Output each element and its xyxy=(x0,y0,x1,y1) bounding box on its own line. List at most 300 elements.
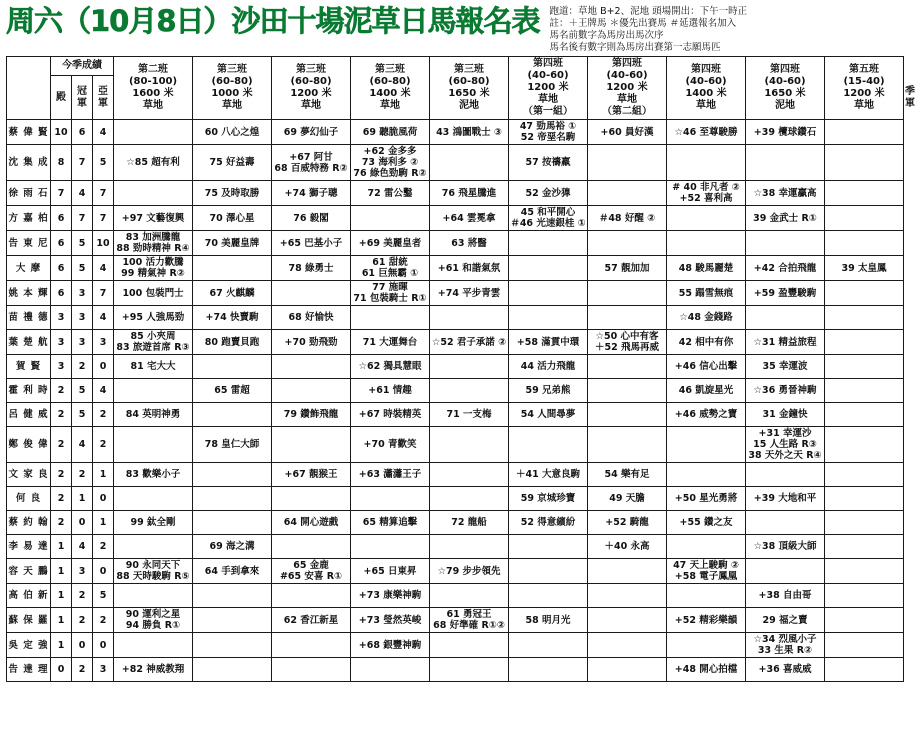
season-stat-1: 2 xyxy=(51,379,72,403)
season-stat-3: 3 xyxy=(93,330,114,355)
season-stat-1: 6 xyxy=(51,206,72,231)
entry-cell[interactable]: +52 精彩樂韻 xyxy=(667,608,746,633)
season-stat-3: 4 xyxy=(93,256,114,281)
entry-cell[interactable]: 47 天上駿駒 ② +58 電子鳳凰 xyxy=(667,559,746,584)
entry-cell[interactable]: +73 瑩然英峻 xyxy=(351,608,430,633)
page-header xyxy=(0,0,907,56)
entry-cell[interactable] xyxy=(588,281,667,306)
entry-cell[interactable] xyxy=(825,355,904,379)
entry-cell[interactable]: +70 勁飛勁 xyxy=(272,330,351,355)
entry-cell[interactable]: 69 夢幻仙子 xyxy=(272,120,351,145)
table-header-row-2: 殿 冠軍 亞軍 季軍 xyxy=(7,76,904,120)
season-stat-2: 4 xyxy=(72,535,93,559)
entry-cell[interactable]: 49 天膽 xyxy=(588,487,667,511)
note-line: 跑道：草地 B+2、泥地 頭場開出：下午一時正 xyxy=(549,6,748,17)
entry-cell[interactable]: +65 日東昇 xyxy=(351,559,430,584)
entry-cell[interactable] xyxy=(588,608,667,633)
entry-cell[interactable] xyxy=(430,535,509,559)
entry-cell[interactable]: 55 蹋雪無痕 xyxy=(667,281,746,306)
entry-cell[interactable]: 61 勇冠王 68 好準確 R①② xyxy=(430,608,509,633)
entry-cell[interactable]: +60 員好漢 xyxy=(588,120,667,145)
entry-cell[interactable] xyxy=(430,306,509,330)
season-stat-1: 6 xyxy=(51,231,72,256)
entry-cell[interactable]: 43 鴻圖戰士 ③ xyxy=(430,120,509,145)
entry-cell[interactable] xyxy=(430,355,509,379)
entry-cell[interactable]: 72 龍船 xyxy=(430,511,509,535)
entry-cell[interactable] xyxy=(825,608,904,633)
entry-cell[interactable] xyxy=(825,633,904,658)
entry-cell[interactable] xyxy=(114,379,193,403)
season-stat-1: 1 xyxy=(51,633,72,658)
entry-cell[interactable] xyxy=(430,379,509,403)
season-stat-3: 7 xyxy=(93,281,114,306)
entry-cell[interactable]: +31 幸運沙 15 人生路 R③ 38 天外之天 R④ xyxy=(746,427,825,463)
entry-cell[interactable]: ＃48 好醒 ② xyxy=(588,206,667,231)
entry-cell[interactable]: 77 施暉 71 包裝騎士 R① xyxy=(351,281,430,306)
header-race-7: 第四班 (40-60) 1200 米 草地 （第二組） xyxy=(588,57,667,120)
entry-cell[interactable] xyxy=(588,379,667,403)
entry-cell[interactable] xyxy=(746,231,825,256)
header-race-3: 第三班 (60-80) 1200 米 草地 xyxy=(272,57,351,120)
entry-cell[interactable]: 48 駿馬麗楚 xyxy=(667,256,746,281)
entry-cell[interactable] xyxy=(509,559,588,584)
season-stat-3: 0 xyxy=(93,355,114,379)
season-stat-3: 2 xyxy=(93,535,114,559)
entry-cell[interactable] xyxy=(509,584,588,608)
entry-cell[interactable] xyxy=(667,584,746,608)
entry-cell[interactable] xyxy=(430,427,509,463)
season-stat-1: 6 xyxy=(51,281,72,306)
entry-cell[interactable] xyxy=(193,403,272,427)
entry-cell[interactable]: 52 得意繽紛 xyxy=(509,511,588,535)
table-row[interactable] xyxy=(7,584,904,608)
entry-cell[interactable]: 76 飛星騰進 xyxy=(430,181,509,206)
entry-cell[interactable] xyxy=(825,379,904,403)
entry-cell[interactable] xyxy=(667,633,746,658)
table-row[interactable] xyxy=(7,330,904,355)
entry-cell[interactable] xyxy=(509,658,588,682)
entry-cell[interactable]: +36 喜威威 xyxy=(746,658,825,682)
trainer-name: 姚 本 輝 xyxy=(7,281,51,306)
entry-cell[interactable] xyxy=(825,584,904,608)
entry-cell[interactable]: 39 太皇鳳 xyxy=(825,256,904,281)
entry-cell[interactable] xyxy=(272,355,351,379)
season-stat-3: 3 xyxy=(93,658,114,682)
entry-cell[interactable] xyxy=(825,487,904,511)
table-row[interactable] xyxy=(7,120,904,145)
entry-cell[interactable]: +61 情趣 xyxy=(351,379,430,403)
entry-cell[interactable] xyxy=(746,559,825,584)
entry-cell[interactable] xyxy=(746,463,825,487)
trainer-name: 告 達 理 xyxy=(7,658,51,682)
season-stat-1: 6 xyxy=(51,256,72,281)
entry-cell[interactable]: +61 和諧氣氛 xyxy=(430,256,509,281)
entry-cell[interactable]: +97 文藝復興 xyxy=(114,206,193,231)
season-stat-3: 2 xyxy=(93,403,114,427)
season-stat-2: 3 xyxy=(72,559,93,584)
season-stat-3: 1 xyxy=(93,511,114,535)
entry-cell[interactable]: 42 相中有你 xyxy=(667,330,746,355)
table-row[interactable] xyxy=(7,281,904,306)
entry-cell[interactable] xyxy=(588,145,667,181)
entry-cell[interactable]: ☆48 金錢路 xyxy=(667,306,746,330)
season-stat-3: 5 xyxy=(93,145,114,181)
entry-cell[interactable] xyxy=(430,145,509,181)
entry-cell[interactable]: 58 明月光 xyxy=(509,608,588,633)
entry-cell[interactable]: ☆46 至尊駿勝 xyxy=(667,120,746,145)
season-stat-1: 1 xyxy=(51,559,72,584)
table-row[interactable] xyxy=(7,463,904,487)
entry-cell[interactable] xyxy=(193,256,272,281)
entry-cell[interactable]: 59 京城珍寶 xyxy=(509,487,588,511)
entry-cell[interactable] xyxy=(667,427,746,463)
entry-cell[interactable] xyxy=(272,379,351,403)
entry-cell[interactable] xyxy=(509,256,588,281)
entry-cell[interactable]: +68 銀豐神駒 xyxy=(351,633,430,658)
entry-cell[interactable] xyxy=(825,281,904,306)
entry-cell[interactable] xyxy=(825,145,904,181)
entry-cell[interactable]: +67 時裝精英 xyxy=(351,403,430,427)
entry-cell[interactable] xyxy=(193,463,272,487)
entry-cell[interactable]: +63 瀟瀟王子 xyxy=(351,463,430,487)
season-stat-2: 4 xyxy=(72,427,93,463)
entry-cell[interactable] xyxy=(588,355,667,379)
entry-cell[interactable] xyxy=(114,487,193,511)
entry-cell[interactable] xyxy=(825,427,904,463)
table-row[interactable] xyxy=(7,231,904,256)
entry-cell[interactable]: 78 皇仁大師 xyxy=(193,427,272,463)
entry-cell[interactable] xyxy=(588,306,667,330)
entry-cell[interactable] xyxy=(272,427,351,463)
entry-cell[interactable] xyxy=(351,487,430,511)
entry-cell[interactable] xyxy=(825,330,904,355)
entry-cell[interactable]: 61 甜統 61 巨無霸 ① xyxy=(351,256,430,281)
season-stat-1: 3 xyxy=(51,330,72,355)
season-stat-2: 3 xyxy=(72,330,93,355)
entry-cell[interactable] xyxy=(430,487,509,511)
entry-cell[interactable] xyxy=(272,535,351,559)
entry-cell[interactable]: ☆34 烈風小子 33 生果 R② xyxy=(746,633,825,658)
season-stat-1: 1 xyxy=(51,608,72,633)
entry-cell[interactable]: ☆85 超有利 xyxy=(114,145,193,181)
entry-cell[interactable]: +82 神威教翔 xyxy=(114,658,193,682)
table-row[interactable] xyxy=(7,427,904,463)
entry-cell[interactable]: +70 青歡笑 xyxy=(351,427,430,463)
entry-cell[interactable]: +73 康樂神駒 xyxy=(351,584,430,608)
entry-cell[interactable] xyxy=(667,231,746,256)
entry-cell[interactable] xyxy=(509,427,588,463)
entry-cell[interactable] xyxy=(825,403,904,427)
table-row[interactable] xyxy=(7,511,904,535)
entry-cell[interactable]: 29 福之賣 xyxy=(746,608,825,633)
table-row[interactable] xyxy=(7,355,904,379)
entry-cell[interactable]: 79 鑽飾飛龍 xyxy=(272,403,351,427)
entry-cell[interactable]: ☆38 幸運贏高 xyxy=(746,181,825,206)
entry-cell[interactable]: 59 兄弟熊 xyxy=(509,379,588,403)
entry-cell[interactable]: 83 歡樂小子 xyxy=(114,463,193,487)
entry-cell[interactable]: +42 合拍飛龍 xyxy=(746,256,825,281)
entry-cell[interactable] xyxy=(509,281,588,306)
entry-cell[interactable]: 52 金沙獋 xyxy=(509,181,588,206)
entry-cell[interactable]: +39 大地和平 xyxy=(746,487,825,511)
entry-cell[interactable] xyxy=(667,535,746,559)
entry-cell[interactable]: 81 宅大大 xyxy=(114,355,193,379)
entry-cell[interactable]: 57 按禱羸 xyxy=(509,145,588,181)
entry-cell[interactable] xyxy=(588,559,667,584)
season-stat-2: 2 xyxy=(72,658,93,682)
entry-cell[interactable]: 31 金鐘快 xyxy=(746,403,825,427)
entry-cell[interactable]: 46 凱旋星光 xyxy=(667,379,746,403)
entry-cell[interactable] xyxy=(588,633,667,658)
header-season-2: 亞軍 xyxy=(93,76,114,120)
entry-cell[interactable] xyxy=(667,145,746,181)
entry-cell[interactable]: 65 金鹿 #65 安喜 R① xyxy=(272,559,351,584)
entry-cell[interactable]: +64 雲冕拿 xyxy=(430,206,509,231)
entry-cell[interactable]: 90 運利之星 94 勝負 R① xyxy=(114,608,193,633)
entry-cell[interactable] xyxy=(193,608,272,633)
entry-cell[interactable]: +50 星光勇將 xyxy=(667,487,746,511)
entry-cell[interactable]: +58 滿貫中環 xyxy=(509,330,588,355)
season-stat-1: 10 xyxy=(51,120,72,145)
entry-cell[interactable] xyxy=(430,584,509,608)
entry-cell[interactable]: 69 海之溝 xyxy=(193,535,272,559)
trainer-name: 蔡 約 翰 xyxy=(7,511,51,535)
entry-cell[interactable] xyxy=(509,535,588,559)
entry-cell[interactable]: ＋41 大意良駒 xyxy=(509,463,588,487)
entry-cell[interactable] xyxy=(114,120,193,145)
entry-cell[interactable]: 62 香江新星 xyxy=(272,608,351,633)
entry-cell[interactable]: 54 人間尋夢 xyxy=(509,403,588,427)
table-row[interactable] xyxy=(7,608,904,633)
entry-cell[interactable]: ☆31 精益旅程 xyxy=(746,330,825,355)
table-row[interactable] xyxy=(7,206,904,231)
entry-cell[interactable]: 44 活力飛龍 xyxy=(509,355,588,379)
entry-cell[interactable]: 78 綠勇士 xyxy=(272,256,351,281)
entry-cell[interactable]: +46 威勢之寶 xyxy=(667,403,746,427)
entry-cell[interactable]: 100 包裝門士 xyxy=(114,281,193,306)
table-row[interactable] xyxy=(7,487,904,511)
trainer-name: 霍 利 時 xyxy=(7,379,51,403)
entry-cell[interactable]: 65 雷超 xyxy=(193,379,272,403)
entry-cell[interactable]: 64 手到拿來 xyxy=(193,559,272,584)
entry-cell[interactable]: 85 小夾周 83 旅遊首席 R③ xyxy=(114,330,193,355)
entry-cell[interactable] xyxy=(272,658,351,682)
entry-cell[interactable] xyxy=(825,206,904,231)
entry-cell[interactable]: 68 好愉快 xyxy=(272,306,351,330)
entry-cell[interactable] xyxy=(114,584,193,608)
entry-cell[interactable]: +95 人強馬勁 xyxy=(114,306,193,330)
season-stat-3: 2 xyxy=(93,608,114,633)
entry-cell[interactable] xyxy=(509,633,588,658)
entry-cell[interactable] xyxy=(351,658,430,682)
season-stat-2: 5 xyxy=(72,256,93,281)
entry-cell[interactable] xyxy=(588,403,667,427)
season-stat-2: 3 xyxy=(72,306,93,330)
header-race-1: 第二班 (80-100) 1600 米 草地 xyxy=(114,57,193,120)
entry-cell[interactable]: 54 樂有足 xyxy=(588,463,667,487)
entry-cell[interactable] xyxy=(825,231,904,256)
entry-cell[interactable] xyxy=(193,487,272,511)
entry-cell[interactable] xyxy=(588,658,667,682)
trainer-name: 呂 健 威 xyxy=(7,403,51,427)
entry-cell[interactable]: 75 及時取勝 xyxy=(193,181,272,206)
entry-cell[interactable] xyxy=(430,658,509,682)
entry-cell[interactable]: ☆36 勇晉神駒 xyxy=(746,379,825,403)
entry-cell[interactable]: +59 盈豐駿駒 xyxy=(746,281,825,306)
entry-cell[interactable] xyxy=(430,633,509,658)
entry-cell[interactable]: 99 鈦全剛 xyxy=(114,511,193,535)
entry-cell[interactable] xyxy=(114,181,193,206)
entry-cell[interactable]: # 40 非凡者 ② +52 喜利高 xyxy=(667,181,746,206)
entry-cell[interactable]: +55 鑽之友 xyxy=(667,511,746,535)
season-stat-2: 3 xyxy=(72,281,93,306)
entry-cell[interactable]: ☆50 心中有客 ＋52 飛馬再威 xyxy=(588,330,667,355)
entry-cell[interactable]: ☆52 君子承諾 ② xyxy=(430,330,509,355)
entry-cell[interactable]: 57 靚加加 xyxy=(588,256,667,281)
entry-cell[interactable] xyxy=(272,633,351,658)
trainer-name: 方 嘉 柏 xyxy=(7,206,51,231)
entry-cell[interactable] xyxy=(825,463,904,487)
entry-cell[interactable]: 71 一支梅 xyxy=(430,403,509,427)
header-race-8: 第四班 (40-60) 1400 米 草地 xyxy=(667,57,746,120)
entry-cell[interactable]: 60 八心之煌 xyxy=(193,120,272,145)
entry-cell[interactable] xyxy=(193,658,272,682)
entry-cell[interactable] xyxy=(193,633,272,658)
entry-cell[interactable] xyxy=(430,463,509,487)
entry-cell[interactable] xyxy=(351,306,430,330)
entry-cell[interactable]: 67 火麒麟 xyxy=(193,281,272,306)
table-row[interactable] xyxy=(7,658,904,682)
entry-cell[interactable]: +38 自由哥 xyxy=(746,584,825,608)
entry-cell[interactable]: +62 金多多 73 海利多 ② 76 綠色勁駒 R② xyxy=(351,145,430,181)
season-stat-3: 4 xyxy=(93,306,114,330)
entry-cell[interactable] xyxy=(114,633,193,658)
entry-cell[interactable] xyxy=(825,535,904,559)
notes-block xyxy=(550,4,748,54)
season-stat-2: 5 xyxy=(72,379,93,403)
season-stat-3: 4 xyxy=(93,120,114,145)
note-line: 馬名前數字為馬房出馬次序 xyxy=(549,30,664,41)
entry-cell[interactable]: 90 永同天下 88 天時駿駒 R⑤ xyxy=(114,559,193,584)
table-row[interactable] xyxy=(7,379,904,403)
entry-cell[interactable] xyxy=(272,487,351,511)
header-race-10: 第五班 (15-40) 1200 米 草地 xyxy=(825,57,904,120)
entry-cell[interactable] xyxy=(667,206,746,231)
entry-cell[interactable] xyxy=(193,511,272,535)
entry-cell[interactable] xyxy=(588,427,667,463)
season-stat-1: 2 xyxy=(51,427,72,463)
entry-cell[interactable]: +74 平步青雲 xyxy=(430,281,509,306)
season-stat-2: 2 xyxy=(72,463,93,487)
entry-cell[interactable]: 75 好益壽 xyxy=(193,145,272,181)
entry-cell[interactable] xyxy=(825,559,904,584)
entry-cell[interactable]: 63 將醫 xyxy=(430,231,509,256)
entry-cell[interactable]: +46 信心出擊 xyxy=(667,355,746,379)
trainer-name: 賀 賢 xyxy=(7,355,51,379)
entry-cell[interactable]: ☆38 頂級大師 xyxy=(746,535,825,559)
table-row[interactable] xyxy=(7,306,904,330)
entry-cell[interactable] xyxy=(588,584,667,608)
entry-cell[interactable] xyxy=(746,145,825,181)
entry-cell[interactable]: 64 開心遊戲 xyxy=(272,511,351,535)
entry-cell[interactable]: 65 精算追擊 xyxy=(351,511,430,535)
entry-cell[interactable]: +74 快賣駒 xyxy=(193,306,272,330)
entry-cell[interactable] xyxy=(193,584,272,608)
entry-cell[interactable]: 47 勁馬裕 ① 52 帝堊名駒 xyxy=(509,120,588,145)
page-title: 周六（10月8日）沙田十場泥草日馬報名表 xyxy=(6,4,540,38)
entry-cell[interactable] xyxy=(588,231,667,256)
season-stat-3: 0 xyxy=(93,487,114,511)
table-row[interactable] xyxy=(7,559,904,584)
entry-cell[interactable] xyxy=(272,584,351,608)
entry-cell[interactable]: ＋40 永高 xyxy=(588,535,667,559)
entry-cell[interactable]: ☆62 獨具慧眼 xyxy=(351,355,430,379)
entry-cell[interactable] xyxy=(746,306,825,330)
entry-cell[interactable]: +67 靚猴王 xyxy=(272,463,351,487)
table-row[interactable] xyxy=(7,256,904,281)
entry-cell[interactable] xyxy=(509,231,588,256)
entry-cell[interactable] xyxy=(588,181,667,206)
entry-cell[interactable] xyxy=(825,306,904,330)
table-row[interactable] xyxy=(7,535,904,559)
entry-cell[interactable]: 71 大運舞台 xyxy=(351,330,430,355)
entry-cell[interactable] xyxy=(746,511,825,535)
entry-cell[interactable]: 72 雷公鑿 xyxy=(351,181,430,206)
entry-cell[interactable]: +74 獅子聰 xyxy=(272,181,351,206)
entry-cell[interactable] xyxy=(114,535,193,559)
entry-cell[interactable] xyxy=(351,206,430,231)
entry-cell[interactable] xyxy=(825,511,904,535)
entry-cell[interactable] xyxy=(351,535,430,559)
entry-cell[interactable] xyxy=(193,355,272,379)
entry-cell[interactable] xyxy=(272,281,351,306)
entry-cell[interactable]: +39 欖球鑽石 xyxy=(746,120,825,145)
entry-cell[interactable]: +52 騎龍 xyxy=(588,511,667,535)
entry-cell[interactable]: 84 英明神勇 xyxy=(114,403,193,427)
entry-cell[interactable]: 45 和平開心 ＃46 光速銀桂 ① xyxy=(510,207,586,229)
table-row[interactable] xyxy=(7,145,904,181)
entry-cell[interactable] xyxy=(114,427,193,463)
entry-cell[interactable] xyxy=(825,120,904,145)
entry-cell[interactable] xyxy=(825,181,904,206)
entry-cell[interactable]: 35 幸運波 xyxy=(746,355,825,379)
entry-cell[interactable]: +48 開心拍檔 xyxy=(667,658,746,682)
table-row[interactable] xyxy=(7,181,904,206)
entry-cell[interactable]: 83 加洲騰龍 88 勁時精神 R④ xyxy=(114,231,193,256)
season-stat-3: 7 xyxy=(93,181,114,206)
entry-cell[interactable]: 70 澤心星 xyxy=(193,206,272,231)
entry-cell[interactable] xyxy=(509,306,588,330)
entry-cell[interactable]: 70 美麗皇牌 xyxy=(193,231,272,256)
entry-cell[interactable] xyxy=(667,463,746,487)
table-row[interactable] xyxy=(7,403,904,427)
header-stable-label: 殿 xyxy=(51,76,72,120)
entry-cell[interactable]: +69 美麗皇者 xyxy=(351,231,430,256)
entry-cell[interactable]: +65 巴基小子 xyxy=(272,231,351,256)
entry-cell[interactable]: 39 金武士 R① xyxy=(746,206,825,231)
trainer-name: 蔡 偉 賢 xyxy=(7,120,51,145)
entry-cell[interactable]: 76 毅閣 xyxy=(272,206,351,231)
entry-cell[interactable]: 80 跑賣貝跑 xyxy=(193,330,272,355)
entry-cell[interactable]: 69 聽脆風荷 xyxy=(351,120,430,145)
table-row[interactable] xyxy=(7,633,904,658)
trainer-name: 高 伯 新 xyxy=(7,584,51,608)
trainer-name: 吳 定 強 xyxy=(7,633,51,658)
entry-cell[interactable] xyxy=(825,658,904,682)
entry-cell[interactable]: 100 活力歡騰 99 精氣神 R② xyxy=(114,256,193,281)
entry-cell[interactable]: +67 阿甘 68 百威特務 R② xyxy=(272,145,351,181)
entry-cell[interactable]: ☆79 步步領先 xyxy=(430,559,509,584)
